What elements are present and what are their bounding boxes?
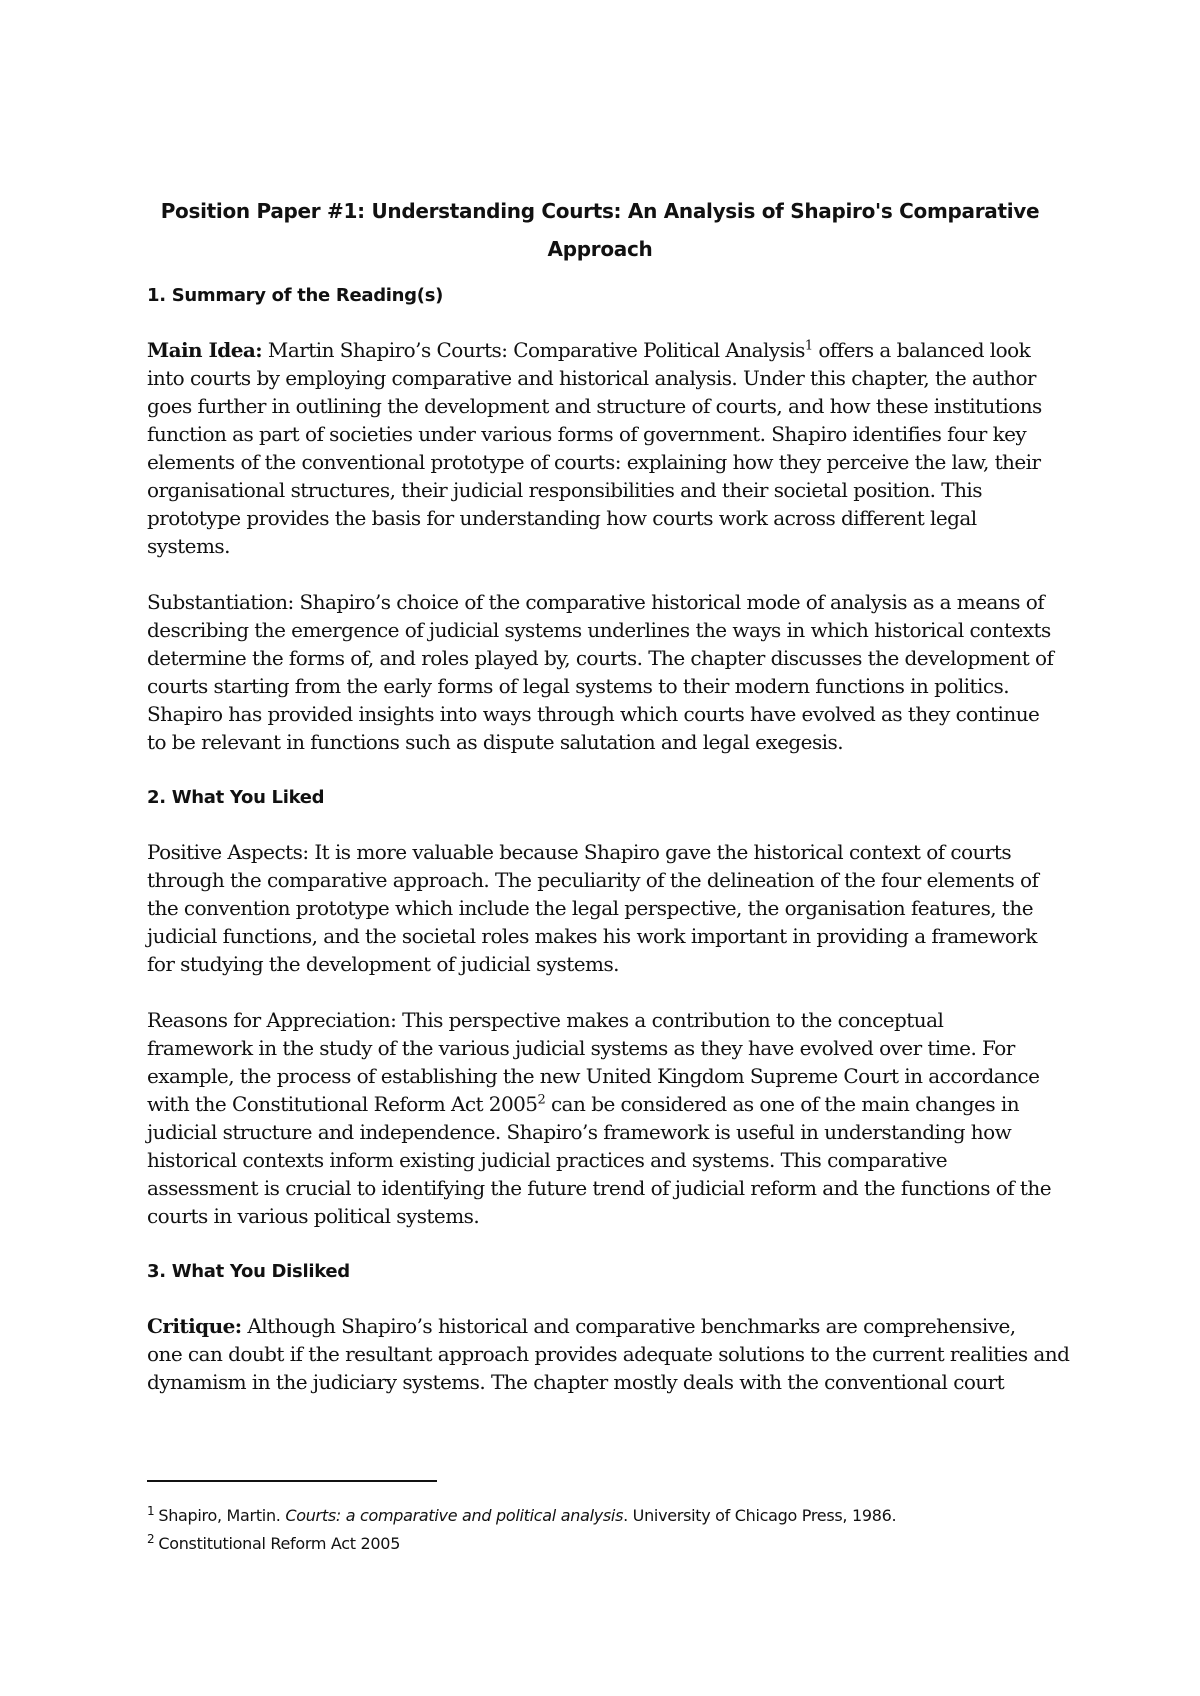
text-line: Critique: Although Shapiro’s historical and comparative benchmarks are comprehensive, [147, 1314, 1016, 1338]
text-line: framework in the study of the various judicial systems as they have evolved over time. For [147, 1036, 1015, 1060]
section-heading-disliked: 3. What You Disliked [147, 1261, 350, 1282]
footnote-mark: 2 [147, 1531, 155, 1546]
text-line: Positive Aspects: It is more valuable because Shapiro gave the historical context of courts [147, 840, 1012, 864]
section-heading-liked: 2. What You Liked [147, 787, 325, 808]
text-line: to be relevant in functions such as dispute salutation and legal exegesis. [147, 730, 844, 754]
paragraph-main-idea [147, 336, 1077, 560]
footnotes [147, 1502, 1077, 1558]
lead-label-critique: Critique: [147, 1314, 242, 1338]
text-line: elements of the conventional prototype of courts: explaining how they perceive the law, their [147, 450, 1041, 474]
text-line: function as part of societies under various forms of government. Shapiro identifies four key [147, 422, 1027, 446]
text-line: judicial structure and independence. Shapiro’s framework is useful in understanding how [147, 1120, 1012, 1144]
title-line-1: Position Paper #1: Understanding Courts: An Analysis of Shapiro's Comparative [160, 199, 1040, 223]
text-line: Shapiro has provided insights into ways through which courts have evolved as they continue [147, 702, 1040, 726]
text-line: one can doubt if the resultant approach provides adequate solutions to the current realities and [147, 1342, 1070, 1366]
paragraph-substantiation [147, 588, 1077, 756]
text-line: systems. [147, 534, 230, 558]
paragraph-reasons-for-appreciation [147, 1006, 1077, 1230]
document-title [140, 192, 1060, 268]
footnote-ref-2: 2 [537, 1092, 546, 1108]
footnote-ref-1: 1 [804, 338, 813, 354]
paragraph-critique [147, 1312, 1077, 1396]
footnote-citation-title: Courts: a comparative and political analysis [285, 1506, 624, 1525]
text-line: into courts by employing comparative and historical analysis. Under this chapter, the author [147, 366, 1036, 390]
text-line: through the comparative approach. The peculiarity of the delineation of the four elements of [147, 868, 1039, 892]
text-line: organisational structures, their judicial responsibilities and their societal position. This [147, 478, 982, 502]
text-line: goes further in outlining the development and structure of courts, and how these institutions [147, 394, 1042, 418]
text-line: Substantiation: Shapiro’s choice of the comparative historical mode of analysis as a means of [147, 590, 1045, 614]
text-line: with the Constitutional Reform Act 2005$^2$ can be considered as one of the main changes in [147, 1092, 1020, 1116]
text-line: judicial functions, and the societal roles makes his work important in providing a framework [147, 924, 1037, 948]
footnote-separator [147, 1480, 437, 1482]
document-body [147, 282, 1077, 1424]
footnote-1: $^1$ Shapiro, Martin. Courts: a comparative and political analysis. University of Chicago Press, 1986. [147, 1503, 897, 1525]
section-heading-summary: 1. Summary of the Reading(s) [147, 285, 444, 306]
text-line: courts in various political systems. [147, 1204, 480, 1228]
text-line: example, the process of establishing the new United Kingdom Supreme Court in accordance [147, 1064, 1040, 1088]
title-line-2: Approach [547, 237, 653, 261]
text-line: the convention prototype which include the legal perspective, the organisation features, the [147, 896, 1034, 920]
text-line: assessment is crucial to identifying the future trend of judicial reform and the functions of the [147, 1176, 1051, 1200]
text-line: dynamism in the judiciary systems. The chapter mostly deals with the conventional court [147, 1370, 1005, 1394]
text-line: for studying the development of judicial systems. [147, 952, 619, 976]
text-line: prototype provides the basis for understanding how courts work across different legal [147, 506, 977, 530]
lead-label-main-idea: Main Idea: [147, 338, 263, 362]
text-line: historical contexts inform existing judicial practices and systems. This comparative [147, 1148, 948, 1172]
footnote-mark: 1 [147, 1503, 155, 1518]
text-line: courts starting from the early forms of legal systems to their modern functions in politics. [147, 674, 1010, 698]
text-line: Reasons for Appreciation: This perspective makes a contribution to the conceptual [147, 1008, 944, 1032]
text-line: determine the forms of, and roles played by, courts. The chapter discusses the development of [147, 646, 1054, 670]
text-line: Main Idea: Martin Shapiro’s Courts: Comparative Political Analysis$^1$ offers a balanced look [147, 338, 1031, 362]
paragraph-positive-aspects [147, 838, 1077, 978]
text-line: describing the emergence of judicial systems underlines the ways in which historical contexts [147, 618, 1051, 642]
footnote-2: $^2$ Constitutional Reform Act 2005 [147, 1531, 401, 1553]
